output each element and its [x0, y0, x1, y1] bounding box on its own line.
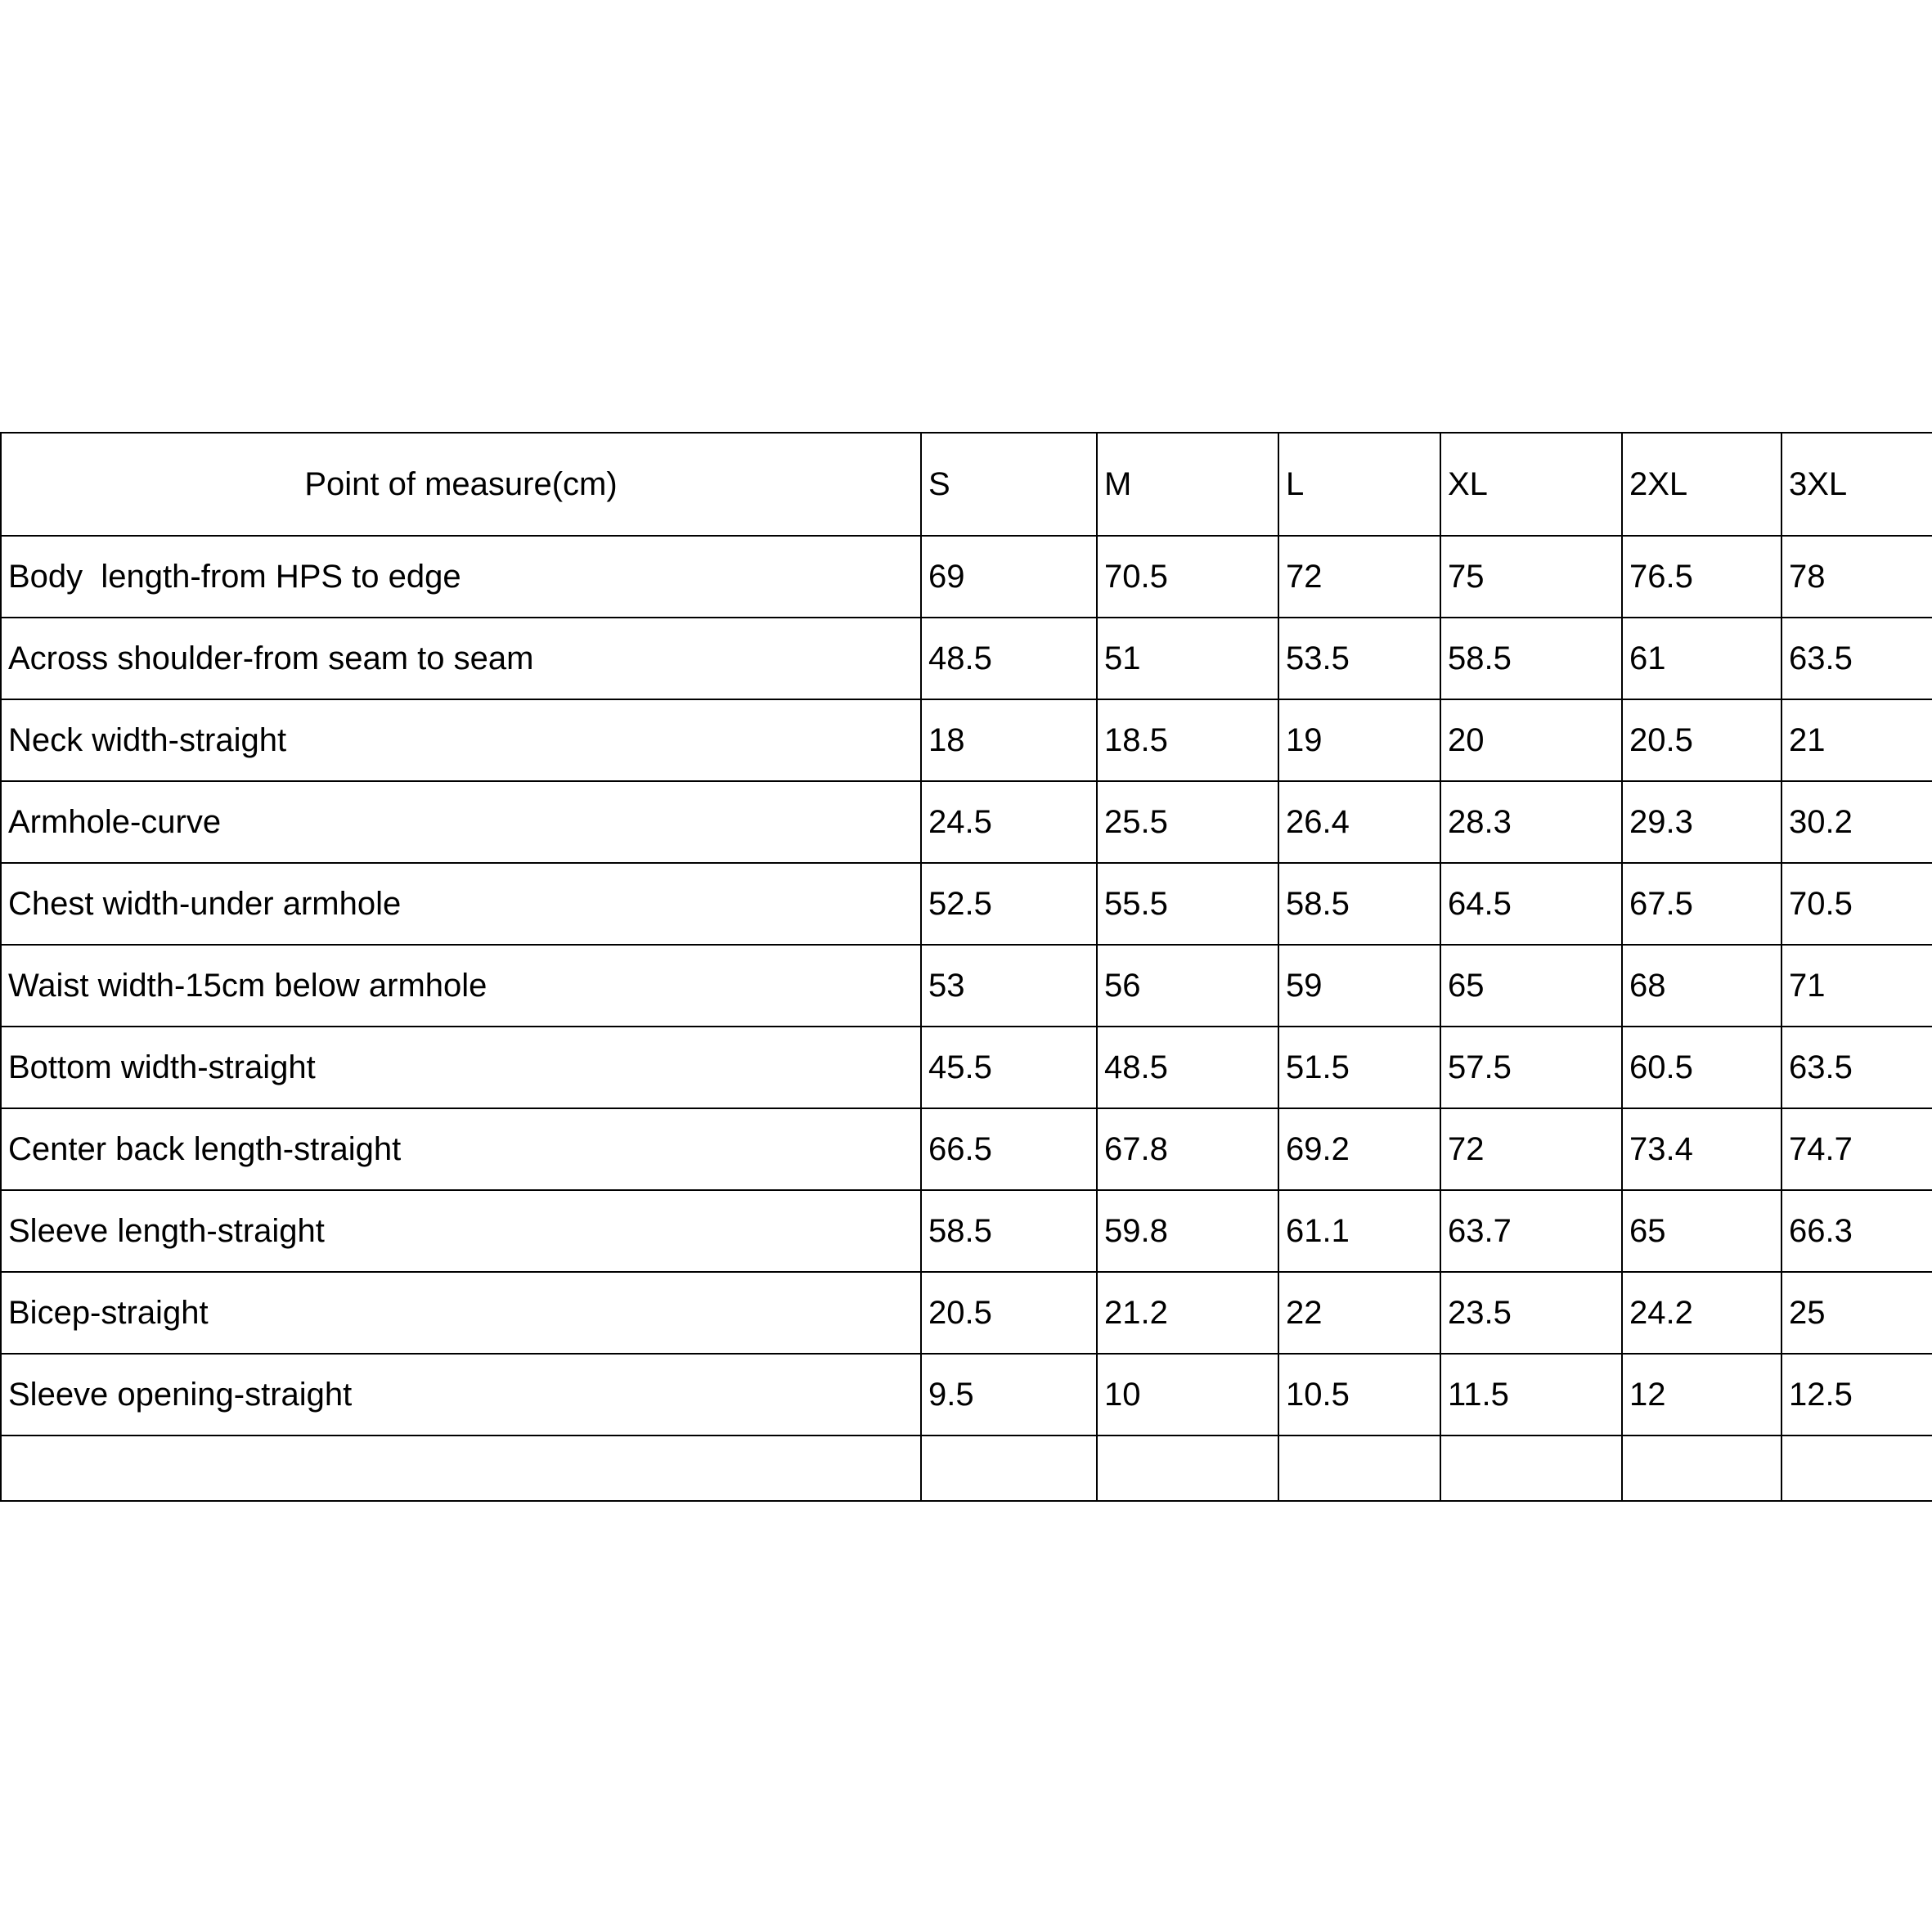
value-cell-3xl: 70.5	[1781, 863, 1932, 945]
table-row	[1, 1027, 1932, 1108]
value-cell-xl: 20	[1440, 699, 1622, 781]
value-cell-m: 67.8	[1097, 1108, 1278, 1190]
value-cell-m: 48.5	[1097, 1027, 1278, 1108]
value-cell-2xl: 12	[1622, 1354, 1781, 1436]
table-row	[1, 618, 1932, 699]
value-cell-m: 70.5	[1097, 536, 1278, 618]
size-header-3xl: 3XL	[1781, 433, 1932, 536]
size-header-s: S	[921, 433, 1097, 536]
value-cell-xl: 64.5	[1440, 863, 1622, 945]
table-row	[1, 536, 1932, 618]
value-cell-m: 21.2	[1097, 1272, 1278, 1354]
value-cell-m: 51	[1097, 618, 1278, 699]
size-header-l: L	[1278, 433, 1440, 536]
table-row	[1, 1354, 1932, 1436]
value-cell-l: 51.5	[1278, 1027, 1440, 1108]
value-cell-l: 19	[1278, 699, 1440, 781]
table-row	[1, 945, 1932, 1027]
value-cell-3xl: 25	[1781, 1272, 1932, 1354]
value-cell-l: 22	[1278, 1272, 1440, 1354]
value-cell-xl: 23.5	[1440, 1272, 1622, 1354]
value-cell-2xl: 60.5	[1622, 1027, 1781, 1108]
measure-label: Waist width-15cm below armhole	[1, 945, 921, 1027]
value-cell-l: 26.4	[1278, 781, 1440, 863]
value-cell-s: 9.5	[921, 1354, 1097, 1436]
measure-label: Across shoulder-from seam to seam	[1, 618, 921, 699]
measure-label: Center back length-straight	[1, 1108, 921, 1190]
table-row	[1, 1272, 1932, 1354]
value-cell-xl: 11.5	[1440, 1354, 1622, 1436]
value-cell-l: 72	[1278, 536, 1440, 618]
value-cell-m: 10	[1097, 1354, 1278, 1436]
value-cell-s: 53	[921, 945, 1097, 1027]
value-cell-xl: 65	[1440, 945, 1622, 1027]
value-cell-s: 58.5	[921, 1190, 1097, 1272]
value-cell-3xl: 66.3	[1781, 1190, 1932, 1272]
value-cell-3xl: 74.7	[1781, 1108, 1932, 1190]
empty-cell	[1, 1436, 921, 1501]
value-cell-2xl: 76.5	[1622, 536, 1781, 618]
value-cell-s: 45.5	[921, 1027, 1097, 1108]
header-row	[1, 433, 1932, 536]
value-cell-3xl: 71	[1781, 945, 1932, 1027]
value-cell-l: 61.1	[1278, 1190, 1440, 1272]
value-cell-2xl: 20.5	[1622, 699, 1781, 781]
table-row	[1, 1108, 1932, 1190]
measure-label: Sleeve opening-straight	[1, 1354, 921, 1436]
value-cell-2xl: 24.2	[1622, 1272, 1781, 1354]
value-cell-l: 53.5	[1278, 618, 1440, 699]
value-cell-s: 48.5	[921, 618, 1097, 699]
table-row	[1, 699, 1932, 781]
value-cell-l: 10.5	[1278, 1354, 1440, 1436]
value-cell-2xl: 65	[1622, 1190, 1781, 1272]
table-row	[1, 863, 1932, 945]
empty-cell	[1278, 1436, 1440, 1501]
table-row	[1, 1190, 1932, 1272]
value-cell-3xl: 21	[1781, 699, 1932, 781]
value-cell-2xl: 29.3	[1622, 781, 1781, 863]
value-cell-3xl: 78	[1781, 536, 1932, 618]
size-header-xl: XL	[1440, 433, 1622, 536]
value-cell-3xl: 63.5	[1781, 618, 1932, 699]
measure-label: Sleeve length-straight	[1, 1190, 921, 1272]
size-header-2xl: 2XL	[1622, 433, 1781, 536]
measure-label: Bottom width-straight	[1, 1027, 921, 1108]
size-header-m: M	[1097, 433, 1278, 536]
value-cell-l: 69.2	[1278, 1108, 1440, 1190]
empty-cell	[1440, 1436, 1622, 1501]
value-cell-l: 59	[1278, 945, 1440, 1027]
value-cell-s: 66.5	[921, 1108, 1097, 1190]
empty-row	[1, 1436, 1932, 1501]
measure-label: Chest width-under armhole	[1, 863, 921, 945]
empty-cell	[921, 1436, 1097, 1501]
measure-label: Bicep-straight	[1, 1272, 921, 1354]
value-cell-2xl: 61	[1622, 618, 1781, 699]
table-row	[1, 781, 1932, 863]
value-cell-m: 59.8	[1097, 1190, 1278, 1272]
value-cell-l: 58.5	[1278, 863, 1440, 945]
value-cell-xl: 75	[1440, 536, 1622, 618]
empty-cell	[1622, 1436, 1781, 1501]
value-cell-xl: 58.5	[1440, 618, 1622, 699]
empty-cell	[1097, 1436, 1278, 1501]
value-cell-2xl: 68	[1622, 945, 1781, 1027]
measure-label: Armhole-curve	[1, 781, 921, 863]
value-cell-3xl: 30.2	[1781, 781, 1932, 863]
value-cell-2xl: 67.5	[1622, 863, 1781, 945]
value-cell-s: 24.5	[921, 781, 1097, 863]
value-cell-xl: 63.7	[1440, 1190, 1622, 1272]
measure-label: Neck width-straight	[1, 699, 921, 781]
size-chart-table	[0, 432, 1932, 1502]
value-cell-m: 18.5	[1097, 699, 1278, 781]
value-cell-3xl: 63.5	[1781, 1027, 1932, 1108]
measure-label: Body length-from HPS to edge	[1, 536, 921, 618]
value-cell-s: 18	[921, 699, 1097, 781]
value-cell-3xl: 12.5	[1781, 1354, 1932, 1436]
value-cell-s: 69	[921, 536, 1097, 618]
point-of-measure-header: Point of measure(cm)	[1, 433, 921, 536]
value-cell-s: 52.5	[921, 863, 1097, 945]
value-cell-xl: 72	[1440, 1108, 1622, 1190]
value-cell-2xl: 73.4	[1622, 1108, 1781, 1190]
value-cell-m: 55.5	[1097, 863, 1278, 945]
value-cell-xl: 28.3	[1440, 781, 1622, 863]
value-cell-m: 56	[1097, 945, 1278, 1027]
value-cell-m: 25.5	[1097, 781, 1278, 863]
value-cell-xl: 57.5	[1440, 1027, 1622, 1108]
value-cell-s: 20.5	[921, 1272, 1097, 1354]
empty-cell	[1781, 1436, 1932, 1501]
